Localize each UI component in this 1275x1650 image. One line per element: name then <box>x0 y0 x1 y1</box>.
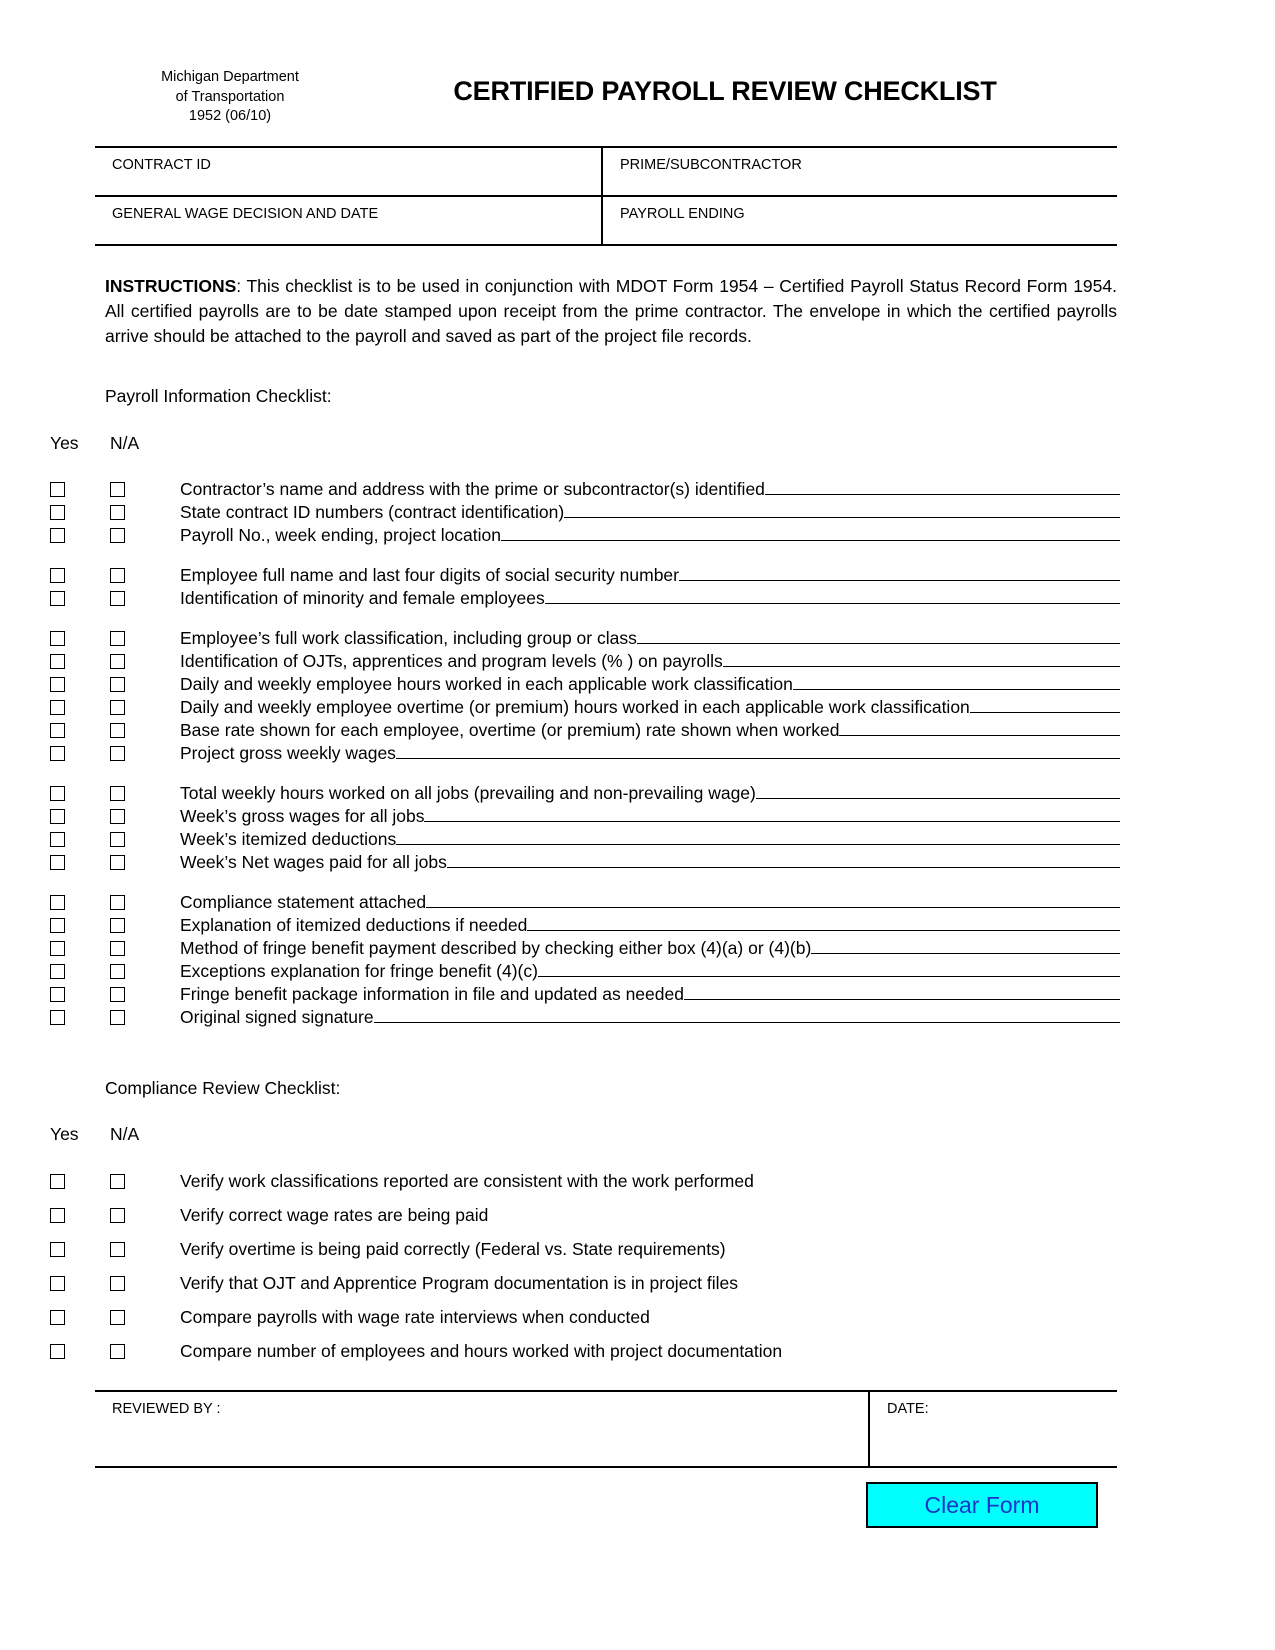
compliance-column-headers <box>50 1124 139 1145</box>
checkbox-cell-yes[interactable] <box>50 564 110 586</box>
write-in-line[interactable] <box>564 517 1120 518</box>
write-in-line[interactable] <box>501 540 1120 541</box>
checkbox-cell-yes[interactable] <box>50 805 110 827</box>
write-in-line[interactable] <box>545 603 1120 604</box>
checklist-item-label-cell <box>170 805 1120 827</box>
checkbox-yes-icon[interactable] <box>50 528 65 543</box>
checkbox-na-icon[interactable] <box>110 654 125 669</box>
checkbox-cell-na[interactable] <box>110 650 170 672</box>
checklist-item-label: Employee full name and last four digits of social security number <box>180 565 679 585</box>
checklist-item-label: Employee’s full work classification, including group or class <box>180 628 637 648</box>
write-in-line[interactable] <box>679 580 1120 581</box>
checklist-item-label-cell <box>170 782 1120 804</box>
checkbox-na-icon[interactable] <box>110 1276 125 1291</box>
checklist-item-label: Method of fringe benefit payment described by checking either box (4)(a) or (4)(b) <box>180 938 812 958</box>
checkbox-yes-icon[interactable] <box>50 1344 65 1359</box>
form-header <box>95 68 1180 130</box>
date-field[interactable] <box>870 1392 1117 1466</box>
checkbox-cell-yes[interactable] <box>50 673 110 695</box>
checklist-item <box>50 1232 1120 1266</box>
write-in-line[interactable] <box>756 798 1120 799</box>
checkbox-cell-yes[interactable] <box>50 1334 110 1368</box>
prime-subcontractor-field[interactable] <box>603 148 1117 195</box>
date-label: DATE: <box>887 1401 929 1417</box>
checklist-item-label: Week’s gross wages for all jobs <box>180 806 425 826</box>
checklist-item-label-cell <box>170 673 1120 695</box>
checklist-item-label-cell <box>170 1306 1120 1328</box>
payroll-column-headers <box>50 433 139 454</box>
write-in-line[interactable] <box>684 999 1120 1000</box>
checklist-item-label-cell <box>170 587 1120 609</box>
checkbox-na-icon[interactable] <box>110 1010 125 1025</box>
checkbox-yes-icon[interactable] <box>50 482 65 497</box>
checklist-group <box>50 478 1120 547</box>
checkbox-na-icon[interactable] <box>110 1310 125 1325</box>
checkbox-yes-icon[interactable] <box>50 654 65 669</box>
checklist-item <box>50 673 1120 696</box>
checkbox-cell-yes[interactable] <box>50 1006 110 1028</box>
write-in-line[interactable] <box>424 821 1120 822</box>
checklist-item <box>50 719 1120 742</box>
table-row <box>95 148 1117 197</box>
checklist-item-label: Fringe benefit package information in file and updated as needed <box>180 984 684 1004</box>
checklist-item-label-cell <box>170 1006 1120 1028</box>
checkbox-cell-yes[interactable] <box>50 1164 110 1198</box>
checkbox-na-icon[interactable] <box>110 505 125 520</box>
checkbox-na-icon[interactable] <box>110 631 125 646</box>
write-in-line[interactable] <box>447 867 1120 868</box>
checklist-group <box>50 627 1120 765</box>
column-header-na: N/A <box>110 433 140 453</box>
checkbox-yes-icon[interactable] <box>50 591 65 606</box>
checkbox-yes-icon[interactable] <box>50 895 65 910</box>
checkbox-yes-icon[interactable] <box>50 700 65 715</box>
general-wage-decision-label: GENERAL WAGE DECISION AND DATE <box>112 206 379 222</box>
checkbox-cell-na[interactable] <box>110 983 170 1005</box>
checklist-item-label: Verify work classifications reported are consistent with the work performed <box>180 1171 754 1191</box>
checkbox-cell-yes[interactable] <box>50 960 110 982</box>
checkbox-cell-yes[interactable] <box>50 828 110 850</box>
checkbox-cell-na[interactable] <box>110 1300 170 1334</box>
checkbox-cell-yes[interactable] <box>50 1300 110 1334</box>
checklist-item-label-cell <box>170 960 1120 982</box>
checkbox-yes-icon[interactable] <box>50 631 65 646</box>
checkbox-cell-na[interactable] <box>110 851 170 873</box>
checkbox-cell-na[interactable] <box>110 891 170 913</box>
checkbox-na-icon[interactable] <box>110 987 125 1002</box>
checklist-group <box>50 1164 1120 1368</box>
checkbox-yes-icon[interactable] <box>50 964 65 979</box>
checkbox-na-icon[interactable] <box>110 700 125 715</box>
write-in-line[interactable] <box>538 976 1120 977</box>
checklist-item <box>50 501 1120 524</box>
checklist-item-label-cell <box>170 1272 1120 1294</box>
write-in-line[interactable] <box>426 907 1120 908</box>
checkbox-yes-icon[interactable] <box>50 505 65 520</box>
write-in-line[interactable] <box>793 689 1120 690</box>
checkbox-cell-yes[interactable] <box>50 524 110 546</box>
clear-form-button[interactable]: Clear Form <box>866 1482 1098 1528</box>
checkbox-cell-na[interactable] <box>110 937 170 959</box>
table-row <box>95 197 1117 244</box>
checkbox-cell-yes[interactable] <box>50 1266 110 1300</box>
write-in-line[interactable] <box>637 643 1120 644</box>
checkbox-na-icon[interactable] <box>110 677 125 692</box>
payroll-information-checklist <box>50 478 1120 1029</box>
checkbox-na-icon[interactable] <box>110 895 125 910</box>
checklist-group <box>50 891 1120 1029</box>
signoff-table <box>95 1390 1117 1468</box>
checkbox-cell-yes[interactable] <box>50 1232 110 1266</box>
checkbox-na-icon[interactable] <box>110 1208 125 1223</box>
checklist-item-label-cell <box>170 914 1120 936</box>
checkbox-cell-yes[interactable] <box>50 1198 110 1232</box>
prime-subcontractor-label: PRIME/SUBCONTRACTOR <box>620 157 802 173</box>
checklist-item <box>50 891 1120 914</box>
write-in-line[interactable] <box>723 666 1120 667</box>
checkbox-cell-yes[interactable] <box>50 478 110 500</box>
checklist-item-label: Daily and weekly employee hours worked in each applicable work classification <box>180 674 793 694</box>
checkbox-yes-icon[interactable] <box>50 1242 65 1257</box>
form-number: 1952 (06/10) <box>188 108 272 125</box>
write-in-line[interactable] <box>970 712 1120 713</box>
checklist-item <box>50 1006 1120 1029</box>
checkbox-cell-yes[interactable] <box>50 891 110 913</box>
checkbox-yes-icon[interactable] <box>50 1310 65 1325</box>
checklist-item-label: Base rate shown for each employee, overtime (or premium) rate shown when worked <box>180 720 840 740</box>
checkbox-cell-na[interactable] <box>110 960 170 982</box>
compliance-section-label: Compliance Review Checklist: <box>105 1078 341 1098</box>
contract-id-label: CONTRACT ID <box>112 157 211 173</box>
checklist-item-label-cell <box>170 696 1120 718</box>
checkbox-cell-yes[interactable] <box>50 742 110 764</box>
checklist-item <box>50 960 1120 983</box>
checklist-item-label: Verify overtime is being paid correctly (Federal vs. State requirements) <box>180 1239 726 1259</box>
checklist-item <box>50 524 1120 547</box>
checkbox-na-icon[interactable] <box>110 855 125 870</box>
checklist-item-label-cell <box>170 983 1120 1005</box>
write-in-line[interactable] <box>765 494 1120 495</box>
checklist-item-label-cell <box>170 478 1120 500</box>
checklist-item-label: Compare payrolls with wage rate interviews when conducted <box>180 1307 650 1327</box>
checkbox-cell-yes[interactable] <box>50 719 110 741</box>
checkbox-yes-icon[interactable] <box>50 568 65 583</box>
checkbox-cell-yes[interactable] <box>50 983 110 1005</box>
checkbox-yes-icon[interactable] <box>50 786 65 801</box>
checklist-item-label: Explanation of itemized deductions if needed <box>180 915 528 935</box>
checkbox-na-icon[interactable] <box>110 918 125 933</box>
general-wage-decision-field[interactable] <box>95 197 603 244</box>
payroll-ending-field[interactable] <box>603 197 1117 244</box>
checklist-item-label: Verify that OJT and Apprentice Program documentation is in project files <box>180 1273 739 1293</box>
checkbox-yes-icon[interactable] <box>50 987 65 1002</box>
checkbox-cell-na[interactable] <box>110 828 170 850</box>
column-header-na: N/A <box>110 1124 140 1144</box>
instructions-heading: INSTRUCTIONS <box>105 276 237 296</box>
checklist-item-label: Identification of minority and female employees <box>180 588 545 608</box>
page-title: CERTIFIED PAYROLL REVIEW CHECKLIST <box>453 76 997 106</box>
checkbox-cell-na[interactable] <box>110 1006 170 1028</box>
checklist-item <box>50 828 1120 851</box>
checklist-item-label: Total weekly hours worked on all jobs (prevailing and non-prevailing wage) <box>180 783 756 803</box>
checkbox-na-icon[interactable] <box>110 786 125 801</box>
checklist-item-label-cell <box>170 1170 1120 1192</box>
checklist-item-label: Week’s itemized deductions <box>180 829 397 849</box>
checklist-item-label: Identification of OJTs, apprentices and program levels (% ) on payrolls <box>180 651 723 671</box>
checkbox-na-icon[interactable] <box>110 746 125 761</box>
checkbox-yes-icon[interactable] <box>50 1010 65 1025</box>
agency-line-2: of Transportation <box>175 88 285 105</box>
checklist-item <box>50 851 1120 874</box>
checklist-item <box>50 742 1120 765</box>
checkbox-yes-icon[interactable] <box>50 746 65 761</box>
checkbox-cell-yes[interactable] <box>50 501 110 523</box>
write-in-line[interactable] <box>839 735 1120 736</box>
checkbox-yes-icon[interactable] <box>50 855 65 870</box>
agency-block <box>120 68 340 127</box>
checklist-item <box>50 587 1120 610</box>
checkbox-na-icon[interactable] <box>110 528 125 543</box>
checkbox-na-icon[interactable] <box>110 964 125 979</box>
checklist-item <box>50 914 1120 937</box>
instructions-body: : This checklist is to be used in conjunction with MDOT Form 1954 – Certified Payroll Status Record Form 1954. All certified payrolls are to be date stamped upon receipt from the prime contractor. The envelope in which the certified payrolls arrive should be attached to the payroll and saved as part of the project file records. <box>105 276 1117 347</box>
checklist-group <box>50 564 1120 610</box>
checkbox-cell-na[interactable] <box>110 719 170 741</box>
checkbox-na-icon[interactable] <box>110 1242 125 1257</box>
checkbox-cell-yes[interactable] <box>50 914 110 936</box>
checkbox-cell-na[interactable] <box>110 1164 170 1198</box>
checkbox-na-icon[interactable] <box>110 591 125 606</box>
checkbox-cell-na[interactable] <box>110 782 170 804</box>
checkbox-cell-na[interactable] <box>110 914 170 936</box>
checkbox-cell-yes[interactable] <box>50 627 110 649</box>
checklist-item-label-cell <box>170 851 1120 873</box>
checklist-item-label-cell <box>170 524 1120 546</box>
write-in-line[interactable] <box>527 930 1120 931</box>
checklist-item-label: State contract ID numbers (contract identification) <box>180 502 565 522</box>
checkbox-cell-na[interactable] <box>110 478 170 500</box>
checkbox-na-icon[interactable] <box>110 482 125 497</box>
checklist-item <box>50 650 1120 673</box>
checkbox-cell-na[interactable] <box>110 805 170 827</box>
checkbox-cell-na[interactable] <box>110 501 170 523</box>
checklist-item-label-cell <box>170 501 1120 523</box>
checklist-item-label-cell <box>170 828 1120 850</box>
reviewed-by-field[interactable] <box>95 1392 870 1466</box>
checklist-item <box>50 478 1120 501</box>
write-in-line[interactable] <box>811 953 1120 954</box>
checklist-item-label-cell <box>170 891 1120 913</box>
checkbox-yes-icon[interactable] <box>50 1208 65 1223</box>
checklist-item-label-cell <box>170 1238 1120 1260</box>
compliance-review-checklist <box>50 1164 1120 1368</box>
checklist-item <box>50 1198 1120 1232</box>
checkbox-yes-icon[interactable] <box>50 809 65 824</box>
checklist-item <box>50 937 1120 960</box>
instructions-paragraph <box>105 274 1117 349</box>
write-in-line[interactable] <box>396 758 1120 759</box>
checklist-item-label: Exceptions explanation for fringe benefit (4)(c) <box>180 961 538 981</box>
checklist-item-label: Week’s Net wages paid for all jobs <box>180 852 447 872</box>
checklist-item-label: Compare number of employees and hours worked with project documentation <box>180 1341 783 1361</box>
checklist-item <box>50 696 1120 719</box>
checklist-item-label: Daily and weekly employee overtime (or premium) hours worked in each applicable work classification <box>180 697 970 717</box>
column-header-yes: Yes <box>50 1124 79 1144</box>
checkbox-yes-icon[interactable] <box>50 723 65 738</box>
checkbox-cell-na[interactable] <box>110 1266 170 1300</box>
checklist-item-label-cell <box>170 719 1120 741</box>
checkbox-na-icon[interactable] <box>110 832 125 847</box>
column-header-yes: Yes <box>50 433 79 453</box>
write-in-line[interactable] <box>396 844 1120 845</box>
checkbox-na-icon[interactable] <box>110 1174 125 1189</box>
checkbox-yes-icon[interactable] <box>50 1174 65 1189</box>
checkbox-cell-na[interactable] <box>110 742 170 764</box>
checkbox-yes-icon[interactable] <box>50 677 65 692</box>
checklist-group <box>50 782 1120 874</box>
write-in-line[interactable] <box>374 1022 1120 1023</box>
checklist-item <box>50 805 1120 828</box>
checklist-item <box>50 627 1120 650</box>
checkbox-cell-na[interactable] <box>110 1232 170 1266</box>
checklist-item <box>50 1334 1120 1368</box>
checkbox-cell-na[interactable] <box>110 587 170 609</box>
checklist-item <box>50 782 1120 805</box>
identification-table <box>95 146 1117 246</box>
checkbox-yes-icon[interactable] <box>50 918 65 933</box>
checklist-item-label-cell <box>170 742 1120 764</box>
checklist-item-label: Compliance statement attached <box>180 892 427 912</box>
checkbox-cell-yes[interactable] <box>50 937 110 959</box>
checklist-item-label: Project gross weekly wages <box>180 743 396 763</box>
checklist-item-label-cell <box>170 564 1120 586</box>
checklist-item <box>50 983 1120 1006</box>
checkbox-cell-na[interactable] <box>110 564 170 586</box>
checkbox-yes-icon[interactable] <box>50 941 65 956</box>
checklist-item <box>50 564 1120 587</box>
checkbox-na-icon[interactable] <box>110 1344 125 1359</box>
payroll-section-label: Payroll Information Checklist: <box>105 386 332 406</box>
checkbox-na-icon[interactable] <box>110 723 125 738</box>
checkbox-cell-na[interactable] <box>110 1198 170 1232</box>
checkbox-cell-na[interactable] <box>110 696 170 718</box>
checkbox-cell-yes[interactable] <box>50 587 110 609</box>
checkbox-cell-yes[interactable] <box>50 650 110 672</box>
checkbox-cell-na[interactable] <box>110 673 170 695</box>
reviewed-by-label: REVIEWED BY : <box>112 1401 221 1417</box>
contract-id-field[interactable] <box>95 148 603 195</box>
checkbox-yes-icon[interactable] <box>50 1276 65 1291</box>
agency-line-1: Michigan Department <box>161 69 299 85</box>
checklist-item-label-cell <box>170 650 1120 672</box>
checkbox-na-icon[interactable] <box>110 941 125 956</box>
checkbox-cell-na[interactable] <box>110 524 170 546</box>
checklist-item-label: Contractor’s name and address with the prime or subcontractor(s) identified <box>180 479 765 499</box>
checkbox-cell-na[interactable] <box>110 1334 170 1368</box>
checklist-item-label-cell <box>170 1340 1120 1362</box>
checklist-item <box>50 1300 1120 1334</box>
checklist-item-label: Original signed signature <box>180 1007 374 1027</box>
checkbox-yes-icon[interactable] <box>50 832 65 847</box>
payroll-ending-label: PAYROLL ENDING <box>620 206 745 222</box>
checklist-item-label-cell <box>170 1204 1120 1226</box>
checklist-item <box>50 1164 1120 1198</box>
checkbox-cell-yes[interactable] <box>50 696 110 718</box>
checklist-item-label: Verify correct wage rates are being paid <box>180 1205 489 1225</box>
checkbox-cell-yes[interactable] <box>50 782 110 804</box>
checklist-item-label: Payroll No., week ending, project location <box>180 525 502 545</box>
checkbox-cell-yes[interactable] <box>50 851 110 873</box>
checklist-item-label-cell <box>170 627 1120 649</box>
checkbox-cell-na[interactable] <box>110 627 170 649</box>
checklist-item-label-cell <box>170 937 1120 959</box>
checkbox-na-icon[interactable] <box>110 809 125 824</box>
checklist-item <box>50 1266 1120 1300</box>
checkbox-na-icon[interactable] <box>110 568 125 583</box>
